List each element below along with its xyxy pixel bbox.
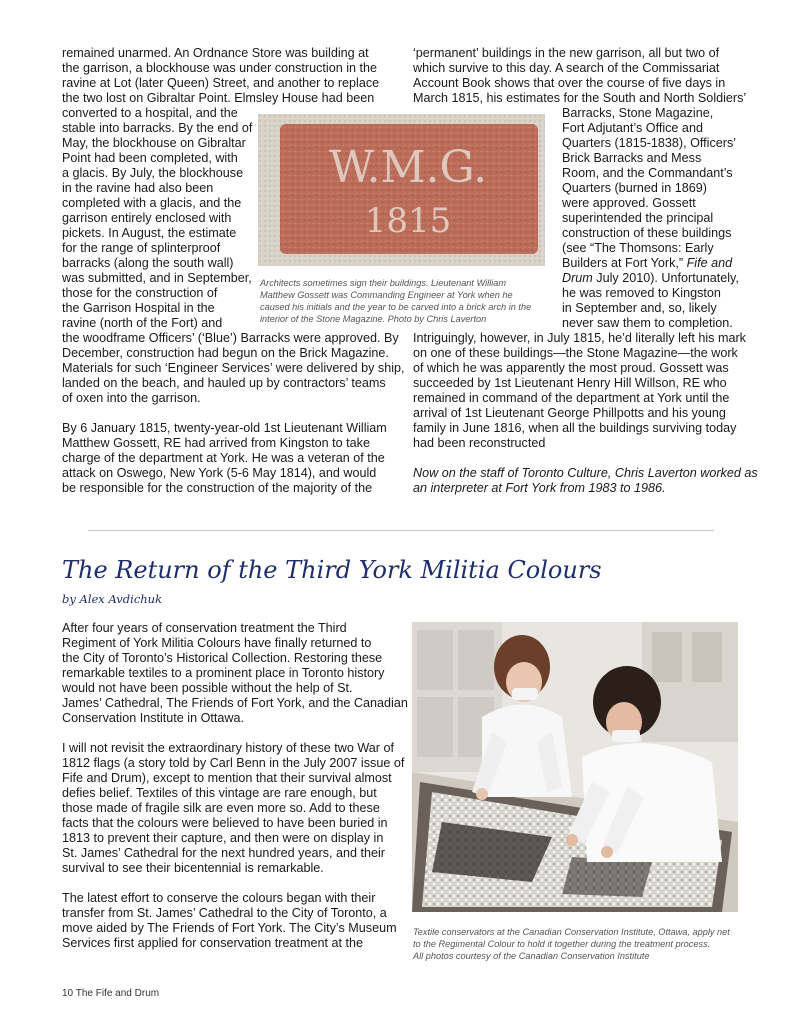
text-line: the woodframe Officers’ (‘Blue’) Barracks were approved. By [62,331,399,345]
text-line: family in June 1816, when all the buildings surviving today [413,421,737,435]
text-line: facts that the colours were believed to have been buried in [62,816,388,830]
text-line: be responsible for the construction of the majority of the [62,481,373,495]
text-line: By 6 January 1815, twenty-year-old 1st Lieutenant William [62,421,387,435]
text-line: (see “The Thomsons: Early [562,241,714,255]
text-line: never saw them to completion. [562,316,733,330]
text-line: Matthew Gossett, RE had arrived from Kingston to take [62,436,370,450]
text-line: completed with a glacis, and the [62,196,242,210]
caption-line: to the Regimental Colour to hold it together during the treatment process. [413,939,711,949]
text-line: of which he was apparently the most proud. Gossett was [413,361,729,375]
text-line: ravine (north of the Fort) and [62,316,223,330]
text-line: move aided by The Friends of Fort York. The City’s Museum [62,921,397,935]
text-line: Fort Adjutant’s Office and [562,121,703,135]
text-line: December, construction had begun on the Brick Magazine. [62,346,389,360]
text-line: transfer from St. James’ Cathedral to the City of Toronto, a [62,906,387,920]
brick-year: 1815 [364,201,452,241]
text-line: in the ravine had also been [62,181,214,195]
text-line: had been reconstructed [413,436,546,450]
author-bio: Now on the staff of Toronto Culture, Chris Laverton worked as [413,466,758,480]
text-line: Intriguingly, however, in July 1815, he’d literally left his mark [413,331,746,345]
text-line: ravine at Lot (later Queen) Street, and another to replace [62,76,380,90]
text-line: Services first applied for conservation treatment at the [62,936,363,950]
article-title: The Return of the Third York Militia Colours [62,556,602,584]
text-line: 1812 flags (a story told by Carl Benn in the July 2007 issue of [62,756,405,770]
text-line: I will not revisit the extraordinary history of these two War of [62,741,394,755]
text-line [562,271,739,286]
text-line: Conservation Institute in Ottawa. [62,711,245,725]
caption-line: caused his initials and the year to be carved into a brick arch in the [260,302,532,312]
article-byline: by Alex Avdichuk [62,592,163,606]
text-line: After four years of conservation treatment the Third [62,621,347,635]
text-line: garrison entirely enclosed with [62,211,232,225]
text-line: of oxen into the garrison. [62,391,201,405]
caption-line: interior of the Stone Magazine. Photo by Chris Laverton [260,314,487,324]
text-line: attack on Oswego, New York (5-6 May 1814), and would [62,466,377,480]
text-line: remained unarmed. An Ordnance Store was building at [62,46,369,60]
text-line: The latest effort to conserve the colours began with their [62,891,376,905]
text-line: Quarters (burned in 1869) [562,181,707,195]
section-divider [88,530,714,531]
text-line: survival to see their bicentennial is remarkable. [62,861,324,875]
text-line: Account Book shows that over the course of five days in [413,76,726,90]
text-line [562,256,732,271]
author-bio: an interpreter at Fort York from 1983 to 1986. [413,481,666,495]
text-line: stable into barracks. By the end of [62,121,253,135]
text-line: remarkable textiles to a prominent place in Toronto history [62,666,385,680]
text-line: superintended the principal [562,211,714,225]
text-line: Point had been completed, with [62,151,238,165]
text-line: succeeded by 1st Lieutenant Henry Hill Willson, RE who [413,376,727,390]
text-line: remained in command of the department at York until the [413,391,730,405]
text-line: charge of the department at York. He was a veteran of the [62,451,385,465]
text-line: he was removed to Kingston [562,286,721,300]
text-line: construction of these buildings [562,226,732,240]
text-line: the two lost on Gibraltar Point. Elmsley House had been [62,91,375,105]
brick-inscription-photo [258,114,545,266]
text-line: landed on the beach, and hauled up by contractors’ teams [62,376,386,390]
text-line: James’ Cathedral, The Friends of Fort York, and the Canadian [62,696,408,710]
text-line: the Garrison Hospital in the [62,301,215,315]
text-line: Barracks, Stone Magazine, [562,106,714,120]
publication-name: Fife and [686,256,733,270]
caption-line: Textile conservators at the Canadian Conservation Institute, Ottawa, apply net [413,927,730,937]
text-line: May, the blockhouse on Gibraltar [62,136,246,150]
caption-line: Architects sometimes sign their buildings. Lieutenant William [260,278,507,288]
text-line: the garrison, a blockhouse was under construction in the [62,61,378,75]
text-line: Brick Barracks and Mess [562,151,702,165]
text-line: for the range of splinterproof [62,241,221,255]
caption-line: All photos courtesy of the Canadian Conservation Institute [413,951,650,961]
brick-initials: W.M.G. [328,142,488,193]
text-segment: July 2010). Unfortunately, [596,271,739,285]
text-line: the City of Toronto’s Historical Collection. Restoring these [62,651,383,665]
page-footer: 10 The Fife and Drum [62,988,160,999]
caption-line: Matthew Gossett was Commanding Engineer at York when he [260,290,513,300]
text-line: converted to a hospital, and the [62,106,238,120]
text-line: St. James’ Cathedral for the next hundred years, and their [62,846,385,860]
text-line: which survive to this day. A search of the Commissariat [413,61,720,75]
text-line: in September and, so, likely [562,301,717,315]
text-line: was submitted, and in September, [62,271,252,285]
text-line: Regiment of York Militia Colours have finally returned to [62,636,372,650]
text-line: those for the construction of [62,286,218,300]
text-line: those made of fragile silk are even more so. Add to these [62,801,380,815]
text-line: arrival of 1st Lieutenant George Phillpotts and his young [413,406,726,420]
text-line: were approved. Gossett [562,196,696,210]
text-line: Room, and the Commandant’s [562,166,733,180]
text-line: 1813 to prevent their capture, and then were on display in [62,831,384,845]
text-line: March 1815, his estimates for the South and North Soldiers’ [413,91,747,105]
text-line: pickets. In August, the estimate [62,226,237,240]
publication-name: Drum [562,271,593,285]
text-segment: Builders at Fort York,” [562,256,684,270]
text-line: Fife and Drum), except to mention that their survival almost [62,771,392,785]
text-line: barracks (along the south wall) [62,256,234,270]
text-line: would not have been possible without the help of St. [62,681,353,695]
text-line: a glacis. By July, the blockhouse [62,166,244,180]
text-line: Quarters (1815-1838), Officers’ [562,136,737,150]
conservators-photo [412,622,738,912]
text-line: defies belief. Textiles of this vintage are rare enough, but [62,786,377,800]
text-line: on one of these buildings—the Stone Magazine—the work [413,346,738,360]
text-line: Materials for such ‘Engineer Services’ were delivered by ship, [62,361,405,375]
text-line: ‘permanent’ buildings in the new garrison, all but two of [413,46,720,60]
